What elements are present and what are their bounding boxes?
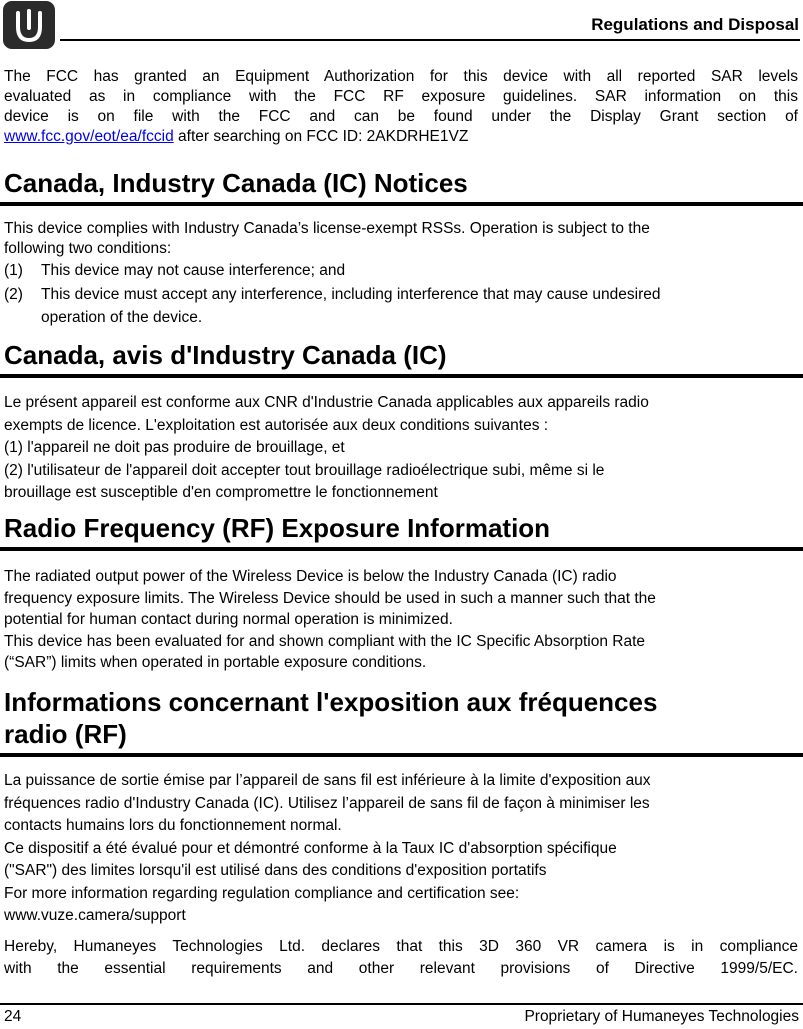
fcc-line: device is on file with the FCC and can be found under the Display Grant section of: [4, 108, 798, 125]
rf-line: potential for human contact during normal operation is minimized.: [4, 611, 453, 628]
ic-line: following two conditions:: [4, 240, 172, 257]
declaration-line: Hereby, Humaneyes Technologies Ltd. declares that this 3D 360 VR camera is in compliance: [4, 938, 798, 955]
vuze-logo-icon: [3, 1, 55, 49]
rf-line: (“SAR”) limits when operated in portable exposure conditions.: [4, 654, 427, 671]
support-url: www.vuze.camera/support: [4, 907, 186, 924]
ic-avis-line: Le présent appareil est conforme aux CNR d'Industrie Canada applicables aux appareils radio: [4, 394, 649, 411]
ic-line: This device complies with Industry Canada’s license-exempt RSSs. Operation is subject to the: [4, 220, 650, 237]
rf-line: This device has been evaluated for and shown compliant with the IC Specific Absorption Rate: [4, 632, 646, 650]
rf-line: The radiated output power of the Wireless Device is below the Industry Canada (IC) radio: [4, 568, 617, 585]
rf-fr-line: Ce dispositif a été évalué pour et démontré conforme à la Taux IC d'absorption spécifique: [4, 839, 617, 857]
fcc-id-text: after searching on FCC ID: 2AKDRHE1VZ: [173, 128, 469, 145]
fcc-grant-link[interactable]: www.fcc.gov/eot/ea/fccid: [4, 128, 174, 145]
section-heading-ic-avis: Canada, avis d'Industry Canada (IC): [4, 340, 447, 370]
fcc-sar-paragraph: [4, 67, 798, 147]
section-divider: [0, 547, 803, 551]
list-number: (2): [4, 286, 23, 303]
section-heading-rf-fr: [4, 686, 800, 750]
page-header-title: Regulations and Disposal: [591, 15, 799, 34]
ic-avis-paragraph: [4, 393, 798, 506]
declaration-line: with the essential requirements and other relevant provisions of Directive 1999/5/EC.: [4, 960, 798, 977]
footer-owner: Proprietary of Humaneyes Technologies: [524, 1008, 799, 1025]
declaration-paragraph: [4, 937, 798, 981]
list-number: (1): [4, 262, 23, 279]
section-divider: [0, 374, 803, 378]
ic-avis-line: (2) l'utilisateur de l'appareil doit accepter tout brouillage radioélectrique subi, même si le: [4, 461, 605, 479]
fcc-line: evaluated as in compliance with the FCC RF exposure guidelines. SAR information on this: [4, 88, 798, 105]
ic-notice-paragraph: [4, 219, 798, 259]
section-heading-rf-exposure: Radio Frequency (RF) Exposure Information: [4, 513, 551, 543]
ic-avis-line: brouillage est susceptible d'en compromettre le fonctionnement: [4, 484, 438, 501]
list-text: This device must accept any interference, including interference that may cause undesired: [41, 286, 661, 303]
section-divider: [0, 202, 803, 206]
rf-exposure-paragraph: [4, 567, 798, 675]
ic-avis-line: (1) l'appareil ne doit pas produire de brouillage, et: [4, 439, 345, 456]
fcc-line: [4, 127, 798, 147]
rf-fr-line: For more information regarding regulation compliance and certification see:: [4, 884, 520, 902]
header-divider: [60, 39, 800, 41]
rf-line: frequency exposure limits. The Wireless Device should be used in such a manner such that the: [4, 589, 656, 607]
section-divider: [0, 753, 803, 757]
section-heading-ic-notices: Canada, Industry Canada (IC) Notices: [4, 168, 468, 198]
fcc-line: The FCC has granted an Equipment Authorization for this device with all reported SAR levels: [4, 68, 798, 85]
rf-fr-paragraph: [4, 771, 798, 929]
rf-fr-line: ("SAR") des limites lorsqu'il est utilisé dans des conditions d'exposition portatifs: [4, 862, 547, 879]
page-number: 24: [4, 1008, 22, 1025]
rf-fr-line: La puissance de sortie émise par l’appareil de sans fil est inférieure à la limite d'exposition aux: [4, 772, 651, 789]
list-text: operation of the device.: [41, 309, 203, 326]
heading-line: Informations concernant l'exposition aux fréquences: [4, 687, 658, 717]
ic-avis-line: exempts de licence. L'exploitation est autorisée aux deux conditions suivantes :: [4, 416, 549, 434]
footer-divider: [0, 1003, 803, 1005]
rf-fr-line: fréquences radio d'Industry Canada (IC). Utilisez l’appareil de sans fil de façon à minimiser les: [4, 794, 650, 812]
rf-fr-line: contacts humains lors du fonctionnement normal.: [4, 817, 342, 834]
heading-line: radio (RF): [4, 719, 127, 749]
list-text: This device may not cause interference; and: [41, 262, 346, 279]
